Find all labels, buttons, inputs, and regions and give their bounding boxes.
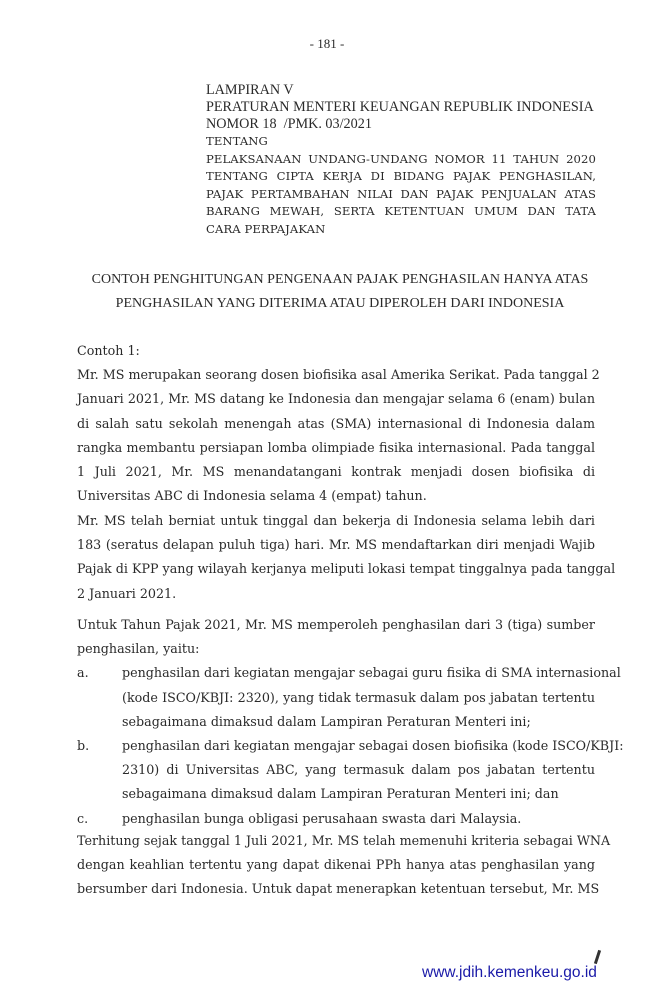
text-line: Terhitung sejak tanggal 1 Juli 2021, Mr. MS telah memenuhi kriteria sebagai WNA	[77, 833, 611, 848]
text-line: Pajak di KPP yang wilayah kerjanya meliputi lokasi tempat tinggalnya pada tanggal	[77, 561, 616, 577]
text-line: dengan keahlian tertentu yang dapat dikenai PPh hanya atas penghasilan yang	[77, 857, 595, 873]
subject-line: PELAKSANAAN UNDANG-UNDANG NOMOR 11 TAHUN 2020	[206, 151, 596, 166]
subject-line: CARA PERPAJAKAN	[206, 221, 326, 236]
regulation-name: PERATURAN MENTERI KEUANGAN REPUBLIK INDONESIA	[206, 99, 594, 115]
list-marker: a.	[77, 665, 89, 681]
section-title-line: PENGHASILAN YANG DITERIMA ATAU DIPEROLEH DARI INDONESIA	[115, 296, 565, 311]
example-label: Contoh 1:	[77, 343, 140, 358]
text-line: Mr. MS telah berniat untuk tinggal dan bekerja di Indonesia selama lebih dari	[77, 513, 595, 528]
text-line: penghasilan, yaitu:	[77, 641, 200, 657]
text-line: 1 Juli 2021, Mr. MS menandatangani kontrak menjadi dosen biofisika di	[77, 464, 595, 480]
text-line: penghasilan dari kegiatan mengajar sebagai guru fisika di SMA internasional	[122, 665, 621, 681]
subject-line: PAJAK PERTAMBAHAN NILAI DAN PAJAK PENJUALAN ATAS	[206, 186, 596, 201]
page-number: - 181 -	[309, 36, 345, 51]
subject-line: TENTANG CIPTA KERJA DI BIDANG PAJAK PENGHASILAN,	[206, 169, 596, 184]
text-line: di salah satu sekolah menengah atas (SMA) internasional di Indonesia dalam	[77, 415, 595, 431]
text-line: Untuk Tahun Pajak 2021, Mr. MS memperoleh penghasilan dari 3 (tiga) sumber	[77, 617, 595, 632]
text-line: sebagaimana dimaksud dalam Lampiran Peraturan Menteri ini;	[122, 713, 531, 729]
section-title-line: CONTOH PENGHITUNGAN PENGENAAN PAJAK PENGHASILAN HANYA ATAS	[91, 272, 589, 287]
section-title	[60, 268, 620, 316]
subject-line: BARANG MEWAH, SERTA KETENTUAN UMUM DAN TATA	[206, 204, 596, 219]
text-line: bersumber dari Indonesia. Untuk dapat menerapkan ketentuan tersebut, Mr. MS	[77, 881, 600, 897]
income-list-item-c	[77, 807, 595, 831]
text-line: Mr. MS merupakan seorang dosen biofisika asal Amerika Serikat. Pada tanggal 2	[77, 367, 600, 383]
income-list-item-b	[77, 734, 624, 807]
text-line: 2310) di Universitas ABC, yang termasuk dalam pos jabatan tertentu	[122, 762, 595, 778]
paragraph-wna-criteria	[77, 829, 611, 902]
lampiran-label: LAMPIRAN V	[206, 82, 294, 98]
text-line: Januari 2021, Mr. MS datang ke Indonesia dan mengajar selama 6 (enam) bulan	[77, 391, 595, 407]
text-line: Universitas ABC di Indonesia selama 4 (empat) tahun.	[77, 488, 427, 504]
income-list-item-a	[77, 661, 621, 734]
text-line: (kode ISCO/KBJI: 2320), yang tidak termasuk dalam pos jabatan tertentu	[122, 689, 595, 705]
paragraph-residency	[77, 509, 616, 606]
paragraph-background	[77, 363, 600, 508]
text-line: penghasilan dari kegiatan mengajar sebagai dosen biofisika (kode ISCO/KBJI:	[122, 738, 624, 754]
document-body	[77, 339, 600, 508]
text-line: 183 (seratus delapan puluh tiga) hari. Mr. MS mendaftarkan diri menjadi Wajib	[77, 537, 595, 553]
list-marker: c.	[77, 810, 89, 826]
text-line: 2 Januari 2021.	[77, 585, 177, 601]
regulation-number: NOMOR 18 /PMK. 03/2021	[206, 116, 372, 132]
tentang-label: TENTANG	[206, 134, 268, 148]
signature-mark-icon	[594, 950, 601, 964]
text-line: rangka membantu persiapan lomba olimpiade fisika internasional. Pada tanggal	[77, 439, 595, 455]
text-line: penghasilan bunga obligasi perusahaan swasta dari Malaysia.	[122, 810, 522, 826]
text-line: sebagaimana dimaksud dalam Lampiran Peraturan Menteri ini; dan	[122, 786, 559, 802]
attachment-header	[206, 82, 596, 239]
list-marker: b.	[77, 738, 90, 754]
footer-website-link[interactable]: www.jdih.kemenkeu.go.id	[422, 964, 597, 981]
paragraph-income-sources	[77, 613, 624, 831]
